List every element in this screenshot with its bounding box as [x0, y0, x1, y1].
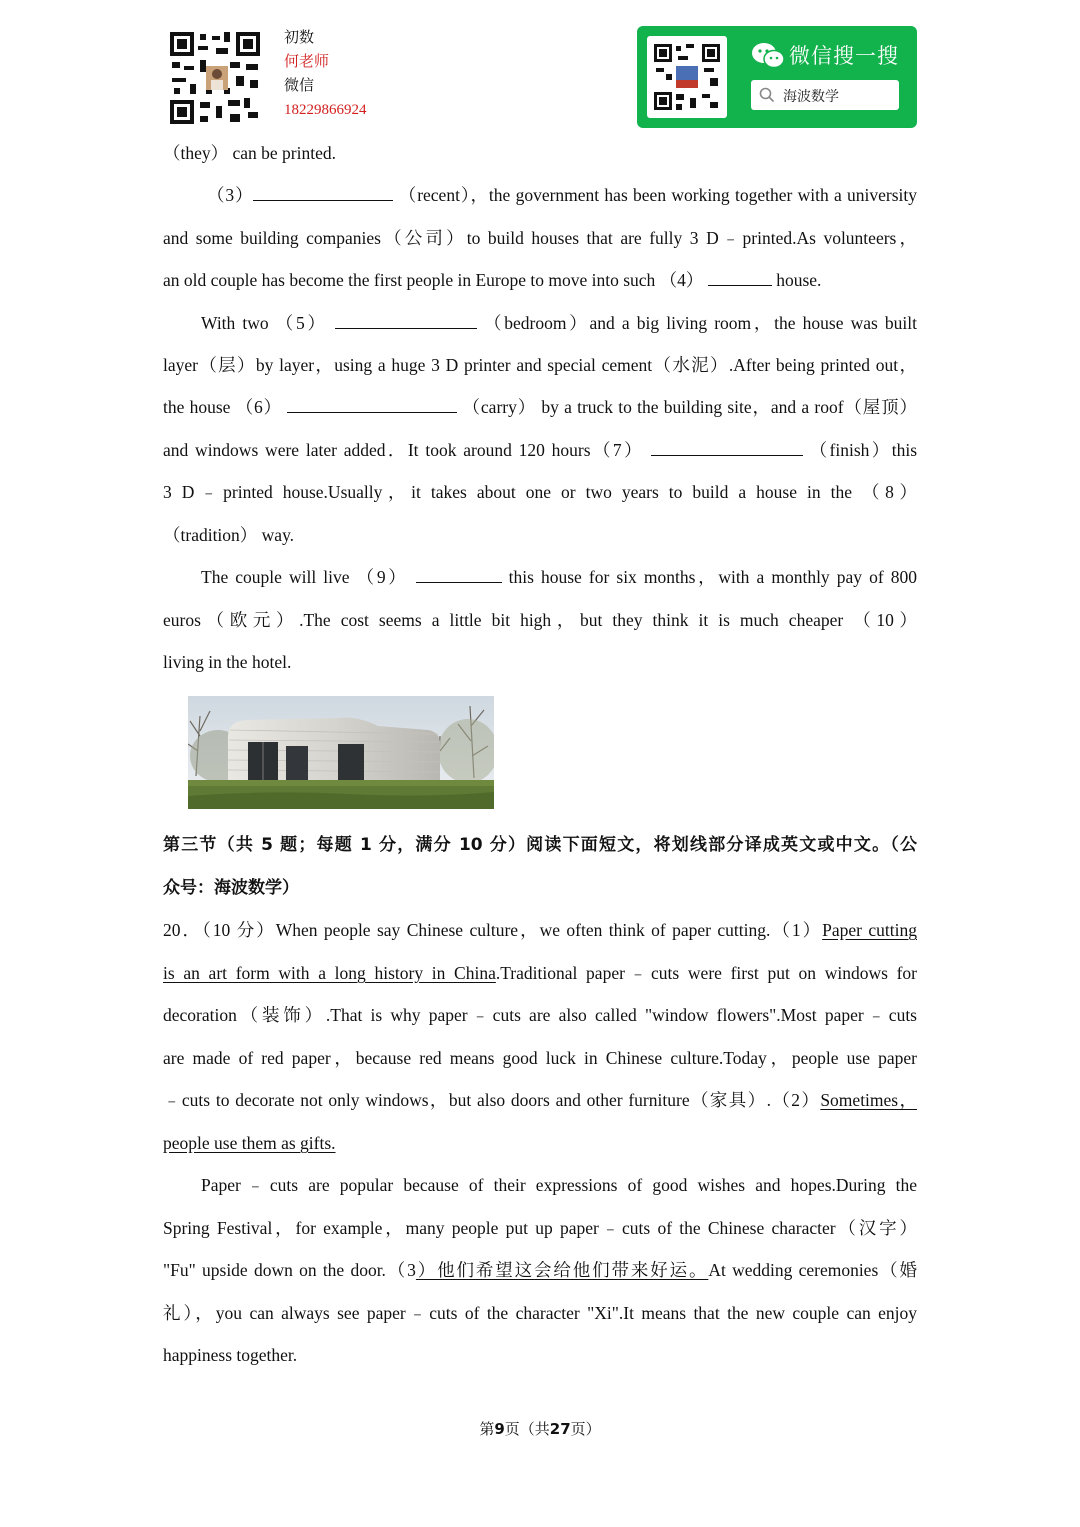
passage-line-6: layer（层）by layer，using a huge 3 D printer and special cement（水泥）.After being printed out， [163, 355, 917, 375]
section3-heading-line-1: 第三节（共 5 题；每题 1 分，满分 10 分）阅读下面短文，将划线部分译成英文或中文。（公 [163, 835, 917, 855]
question-20-line-3: decoration（装饰）.That is why paper﹣cuts are also called "window flowers".Most paper﹣cuts [163, 1005, 917, 1025]
wechat-logo-icon [751, 42, 785, 75]
passage-line-9: 3 D﹣printed house.Usually，it takes about one or two years to build a house in the （8） [163, 482, 917, 502]
question-20-line-2-text: .Traditional paper﹣cuts were first put on windows for [495, 963, 917, 983]
footer-suffix: 页） [570, 1422, 601, 1438]
wechat-search-box[interactable] [751, 80, 899, 110]
question-20-line-4: are made of red paper，because red means good luck in Chinese culture.Today，people use paper [163, 1048, 917, 1068]
passage-line-2-text: （recent），the government has been working together with a university [398, 185, 918, 205]
paragraph-2-line-2: Spring Festival，for example，many people put up paper﹣cuts of the Chinese character（汉字） [163, 1218, 917, 1238]
page-footer [0, 1418, 1080, 1439]
passage-line-1: （they） can be printed. [163, 143, 337, 163]
passage-line-4-end: house. [771, 270, 822, 290]
passage-line-10: （tradition） way. [163, 525, 295, 545]
qr-code-right [647, 36, 727, 118]
wechat-search-card[interactable] [637, 26, 917, 128]
passage-line-5-text: With two （5） [201, 313, 328, 333]
phone-number: 18229866924 [284, 102, 367, 118]
contact-line-1: 初数 [284, 30, 315, 46]
blank-5[interactable] [335, 312, 477, 329]
footer-prefix: 第 [479, 1422, 495, 1438]
underlined-sentence-2b: people use them as gifts. [163, 1133, 336, 1153]
blank-9[interactable] [416, 566, 502, 583]
wechat-search-query: 海波数学 [783, 89, 839, 105]
passage-line-11-end: this house for six months，with a monthly pay of 800 [508, 567, 918, 587]
search-icon [759, 87, 775, 103]
paragraph-2-line-4: 礼），you can always see paper﹣cuts of the character "Xi".It means that the new couple can enjoy [163, 1303, 917, 1323]
passage-line-8-text: and windows were later added．It took around 120 hours（7） [163, 440, 644, 460]
qr-code-left [170, 32, 260, 124]
paragraph-2-line-3-end: At wedding ceremonies（婚 [708, 1260, 918, 1280]
paragraph-2-line-5: happiness together. [163, 1345, 298, 1365]
passage-line-13: living in the hotel. [163, 652, 292, 672]
question-20-line-5 [163, 1088, 917, 1112]
question-20-line-5-text: ﹣cuts to decorate not only windows，but also doors and other furniture（家具）.（2） [163, 1090, 821, 1110]
passage-line-7 [163, 395, 917, 419]
passage-line-4 [163, 268, 917, 292]
paragraph-2-line-3-text: "Fu" upside down on the door.（3 [163, 1260, 416, 1280]
wechat-label: 微信 [284, 78, 315, 94]
passage-line-11 [201, 565, 917, 589]
passage-line-3: and some building companies（公司）to build houses that are fully 3 D﹣printed.As volunteers， [163, 228, 917, 248]
question-20-intro: 20．（10 分）When people say Chinese culture，we often think of paper cutting.（1） [163, 920, 823, 940]
blank-7[interactable] [651, 439, 803, 456]
printed-house-photo [188, 696, 494, 809]
contact-info [284, 26, 367, 122]
blank-6[interactable] [287, 396, 457, 413]
blank-4[interactable] [708, 269, 772, 286]
underlined-sentence-1a: Paper cutting [822, 920, 917, 940]
section3-heading-line-2: 众号：海波数学） [163, 878, 299, 898]
passage-line-2 [201, 183, 917, 207]
footer-middle: 页（共 [504, 1422, 550, 1438]
passage-line-8 [163, 438, 917, 462]
paragraph-2-line-1: Paper﹣cuts are popular because of their expressions of good wishes and hopes.During the [201, 1175, 917, 1195]
passage-line-7-text: the house （6） [163, 397, 283, 417]
page-number: 9 [494, 1420, 505, 1438]
passage-line-11-text: The couple will live （9） [201, 567, 409, 587]
passage-line-12: euros（欧元）.The cost seems a little bit high，but they think it is much cheaper （10） [163, 610, 917, 630]
question-20-line-1 [163, 918, 917, 942]
underlined-sentence-3: ）他们希望这会给他们带来好运。 [415, 1260, 709, 1280]
passage-line-7-end: （carry） by a truck to the building site，and a roof（屋顶） [462, 397, 918, 417]
passage-line-4-text: an old couple has become the first people in Europe to move into such （4） [163, 270, 704, 290]
question-20-line-6 [163, 1131, 917, 1155]
paragraph-2-line-3 [163, 1258, 917, 1282]
underlined-sentence-1b: is an art form with a long history in China [163, 963, 496, 983]
underlined-sentence-2a: Sometimes， [820, 1090, 918, 1110]
blank-3[interactable] [253, 184, 393, 201]
question-20-line-2 [163, 961, 917, 985]
passage-line-5-end: （bedroom）and a big living room，the house was built [484, 313, 918, 333]
passage-line-8-end: （finish）this [809, 440, 917, 460]
total-pages: 27 [549, 1420, 571, 1438]
wechat-search-title: 微信搜一搜 [789, 44, 899, 68]
passage-line-5 [201, 311, 917, 335]
teacher-name: 何老师 [284, 54, 330, 70]
blank-number-3: （3） [207, 185, 254, 205]
